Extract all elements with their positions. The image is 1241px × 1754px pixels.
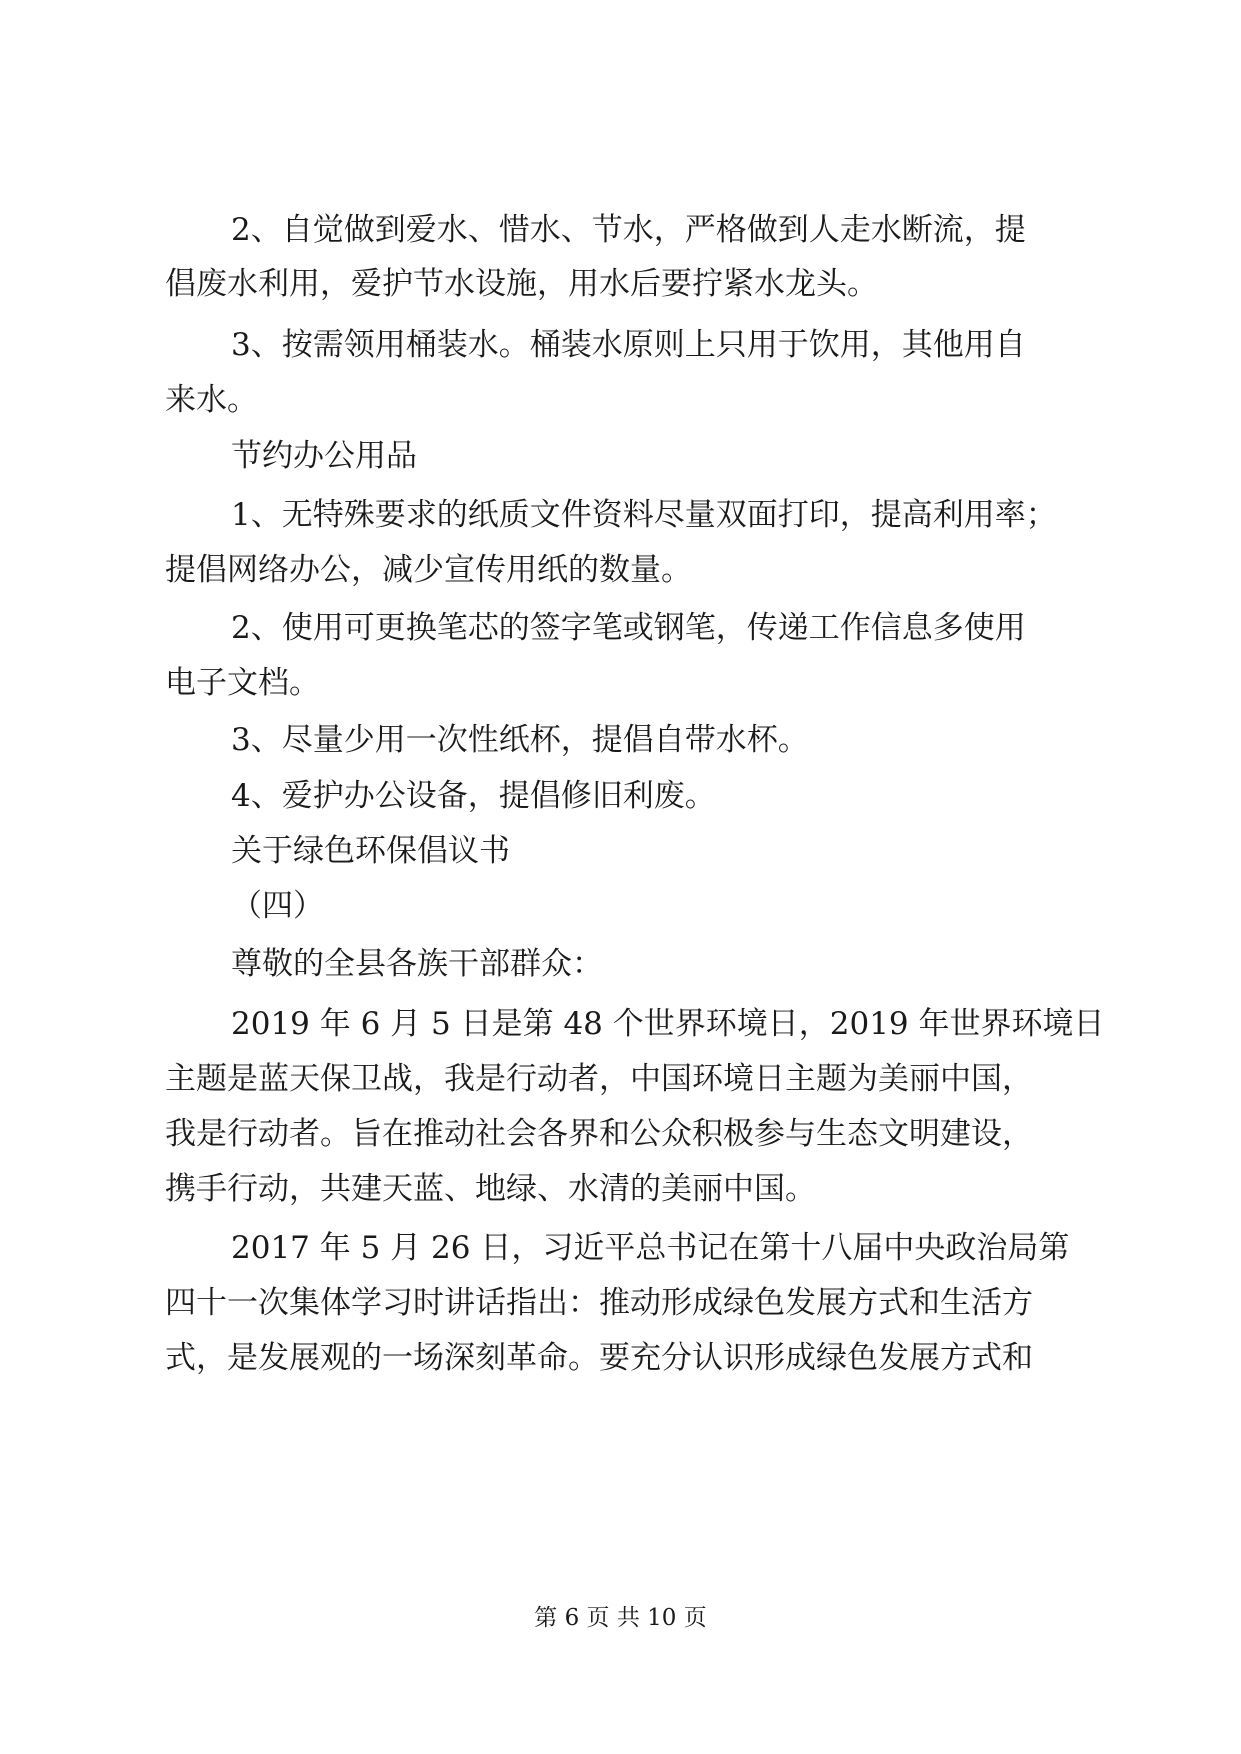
paragraph-line: 3、按需领用桶装水。桶装水原则上只用于饮用，其他用自 <box>231 327 1026 363</box>
paragraph-line: 2017 年 5 月 26 日，习近平总书记在第十八届中央政治局第 <box>231 1230 1070 1266</box>
paragraph-line: 来水。 <box>165 382 258 418</box>
paragraph-line: 2、使用可更换笔芯的签字笔或钢笔，传递工作信息多使用 <box>231 610 1026 646</box>
paragraph-line: 式，是发展观的一场深刻革命。要充分认识形成绿色发展方式和 <box>165 1340 1033 1376</box>
paragraph-line: 四十一次集体学习时讲话指出：推动形成绿色发展方式和生活方 <box>165 1285 1033 1321</box>
section-heading: 节约办公用品 <box>231 438 417 474</box>
paragraph-line: 电子文档。 <box>165 665 320 701</box>
page-number-footer: 第 6 页 共 10 页 <box>534 1605 707 1631</box>
document-title: 关于绿色环保倡议书 <box>231 833 510 869</box>
paragraph-line: 2、自觉做到爱水、惜水、节水，严格做到人走水断流，提 <box>231 212 1026 248</box>
salutation: 尊敬的全县各族干部群众： <box>231 946 603 982</box>
paragraph-line: 2019 年 6 月 5 日是第 48 个世界环境日，2019 年世界环境日 <box>231 1006 1105 1042</box>
paragraph-line: 4、爱护办公设备，提倡修旧利废。 <box>231 778 716 814</box>
paragraph-line: 3、尽量少用一次性纸杯，提倡自带水杯。 <box>231 722 809 758</box>
paragraph-line: 主题是蓝天保卫战，我是行动者，中国环境日主题为美丽中国， <box>165 1061 1033 1097</box>
paragraph-line: 1、无特殊要求的纸质文件资料尽量双面打印，提高利用率； <box>231 497 1057 533</box>
section-number: （四） <box>231 888 324 924</box>
paragraph-line: 倡废水利用，爱护节水设施，用水后要拧紧水龙头。 <box>165 266 878 302</box>
paragraph-line: 提倡网络办公，减少宣传用纸的数量。 <box>165 552 692 588</box>
paragraph-line: 我是行动者。旨在推动社会各界和公众积极参与生态文明建设， <box>165 1116 1033 1152</box>
paragraph-line: 携手行动，共建天蓝、地绿、水清的美丽中国。 <box>165 1171 816 1207</box>
